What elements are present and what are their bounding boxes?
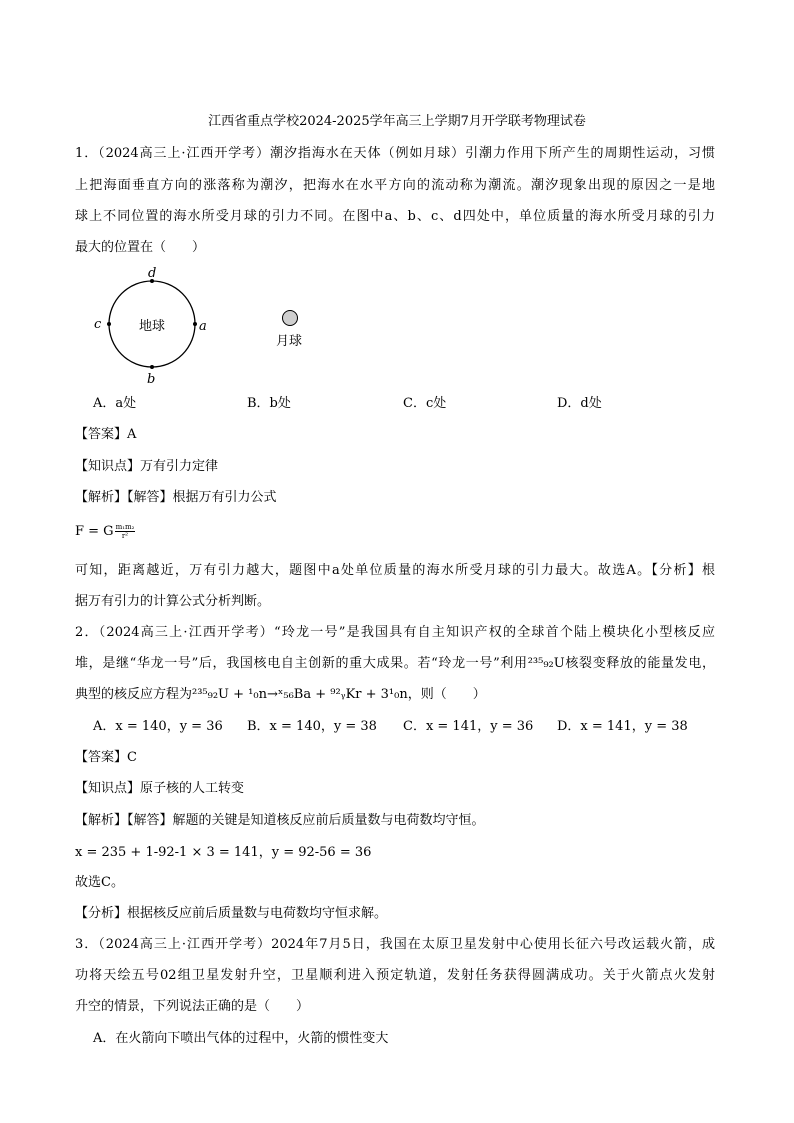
q2-equation: 典型的核反应方程为²³⁵₉₂U + ¹₀n→ˣ₅₆Ba + ⁹²ᵧKr + 3¹₀n，则（ ）	[75, 687, 486, 702]
q2-option-a: A．x = 140，y = 36	[93, 719, 223, 734]
q2-calc: x = 235 + 1-92-1 × 3 = 141，y = 92-56 = 36	[75, 845, 372, 860]
q2-line-2: 堆，是继“华龙一号”后，我国核电自主创新的重大成果。若“玲龙一号”利用²³⁵₉₂U核裂变释放的能量发电，	[75, 656, 715, 671]
formula-denominator: r²	[121, 532, 129, 540]
q3-line-3: 升空的情景，下列说法正确的是（ ）	[75, 999, 310, 1014]
q1-conclusion-2: 据万有引力的计算公式分析判断。	[75, 594, 271, 609]
label-c: c	[94, 317, 102, 332]
document-title: 江西省重点学校2024-2025学年高三上学期7月开学联考物理试卷	[208, 114, 586, 129]
q2-knowledge: 【知识点】原子核的人工转变	[75, 781, 245, 796]
q2-option-d: D．x = 141，y = 38	[557, 719, 688, 734]
q2-summary: 【分析】根据核反应前后质量数与电荷数均守恒求解。	[75, 906, 388, 921]
q3-option-a: A．在火箭向下喷出气体的过程中，火箭的惯性变大	[93, 1031, 389, 1046]
q3-line-1: 3．（2024高三上·江西开学考）2024年7月5日，我国在太原卫星发射中心使用长征六号改运载火箭，成	[75, 937, 715, 952]
moon-label: 月球	[276, 334, 303, 349]
q1-option-b: B．b处	[247, 396, 291, 411]
earth-label: 地球	[139, 319, 166, 334]
q2-option-c: C．x = 141，y = 36	[403, 719, 534, 734]
q1-line-3: 球上不同位置的海水所受月球的引力不同。在图中a、b、c、d四处中，单位质量的海水所受月球的引力	[75, 209, 715, 224]
q2-answer: 【答案】C	[75, 750, 137, 765]
label-a: a	[199, 319, 207, 334]
q2-choose: 故选C。	[75, 875, 124, 890]
q1-line-4: 最大的位置在（ ）	[75, 240, 206, 255]
moon-circle	[283, 311, 298, 326]
q2-option-b: B．x = 140，y = 38	[247, 719, 377, 734]
q1-line-1: 1．（2024高三上·江西开学考）潮汐指海水在天体（例如月球）引潮力作用下所产生的周期性运动，习惯	[75, 146, 715, 161]
q2-analysis: 【解析】【解答】解题的关键是知道核反应前后质量数与电荷数均守恒。	[75, 813, 485, 828]
q1-knowledge: 【知识点】万有引力定律	[75, 459, 219, 474]
point-b	[150, 365, 154, 369]
q1-conclusion-1: 可知，距离越近，万有引力越大，题图中a处单位质量的海水所受月球的引力最大。故选A。【分析】根	[75, 563, 715, 578]
gravitation-formula	[75, 522, 135, 542]
q2-line-1: 2．（2024高三上·江西开学考）“玲龙一号”是我国具有自主知识产权的全球首个陆上模块化小型核反应	[75, 625, 715, 640]
point-c	[107, 322, 111, 326]
point-a	[193, 322, 197, 326]
q1-analysis: 【解析】【解答】根据万有引力公式	[75, 490, 277, 505]
formula-lhs: F = G	[75, 524, 114, 539]
formula-fraction	[115, 523, 136, 540]
q1-answer: 【答案】A	[75, 427, 137, 442]
label-d: d	[148, 266, 157, 281]
formula-numerator: m₁m₂	[115, 523, 135, 531]
q3-line-2: 功将天绘五号02组卫星发射升空，卫星顺利进入预定轨道，发射任务获得圆满成功。关于火箭点火发射	[75, 968, 715, 983]
q1-option-c: C．c处	[403, 396, 447, 411]
label-b: b	[147, 372, 156, 387]
q1-option-a: A．a处	[93, 396, 137, 411]
q1-option-d: D．d处	[557, 396, 602, 411]
earth-moon-diagram	[88, 262, 318, 392]
q1-line-2: 上把海面垂直方向的涨落称为潮汐，把海水在水平方向的流动称为潮流。潮汐现象出现的原因之一是地	[75, 178, 715, 193]
